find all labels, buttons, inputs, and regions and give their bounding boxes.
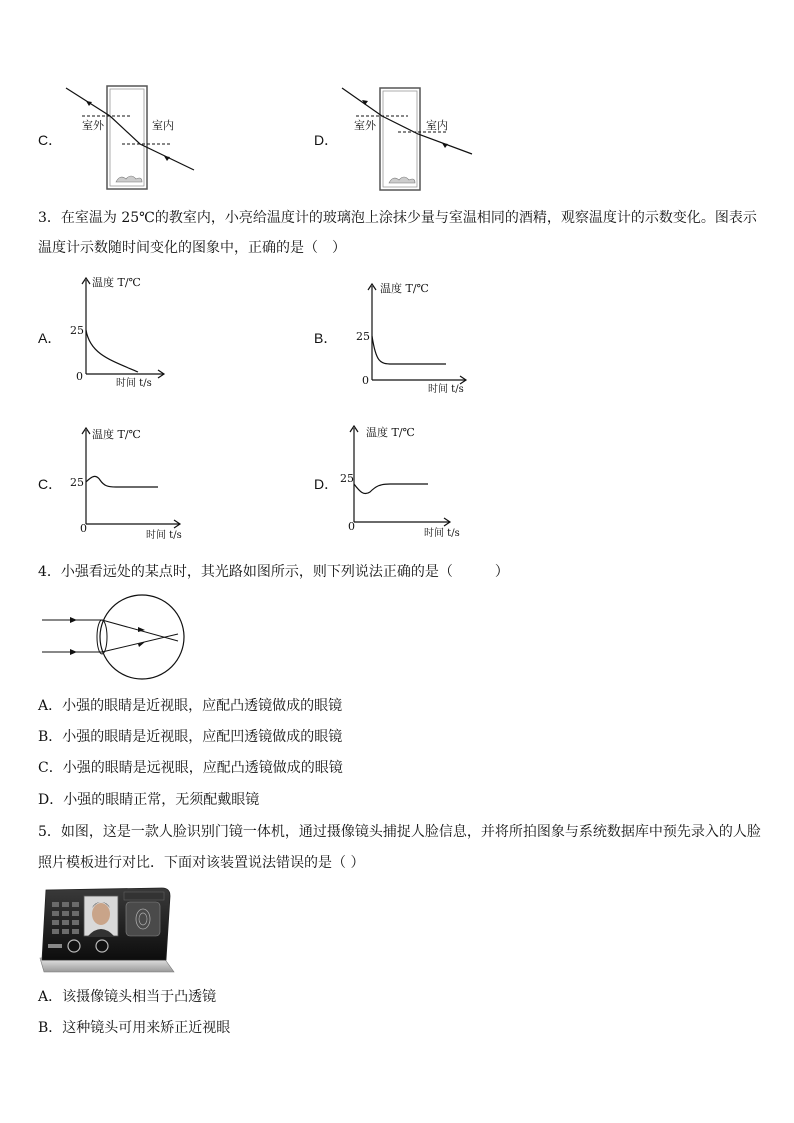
- camera-lens-left: [68, 940, 80, 952]
- q4-option-a: A．小强的眼睛是近视眼，应配凸透镜做成的眼镜: [38, 698, 343, 714]
- q3-stem-line2: 温度计示数随时间变化的图象中，正确的是（ ）: [38, 240, 346, 256]
- temperature-curve: [86, 476, 158, 487]
- q5-option-b: B．这种镜头可用来矫正近视眼: [38, 1020, 231, 1036]
- y-axis-label: 温度 T/℃: [92, 276, 141, 289]
- face-recognition-device-image: [38, 884, 176, 976]
- y-axis-label: 温度 T/℃: [380, 282, 429, 295]
- q2-option-c-letter: C．: [38, 132, 63, 148]
- q3-option-d-letter: D．: [314, 476, 339, 492]
- temperature-curve: [354, 484, 428, 494]
- x-axis-label: 时间 t/s: [116, 378, 152, 389]
- origin-label: 0: [76, 370, 83, 383]
- q4-option-c: C．小强的眼睛是远视眼，应配凸透镜做成的眼镜: [38, 760, 343, 776]
- y-mark-25: 25: [356, 330, 370, 343]
- q4-eye-diagram: [40, 594, 190, 680]
- brand-logo: [48, 944, 62, 948]
- x-axis-label: 时间 t/s: [146, 530, 182, 541]
- indoor-label: 室内: [426, 119, 448, 132]
- temperature-curve: [86, 330, 138, 372]
- origin-label: 0: [348, 520, 355, 533]
- q3-option-c-letter: C．: [38, 476, 63, 492]
- q5-option-a: A．该摄像镜头相当于凸透镜: [38, 989, 217, 1005]
- x-axis-label: 时间 t/s: [428, 384, 464, 395]
- q2-option-d-letter: D．: [314, 132, 339, 148]
- q4-option-d: D．小强的眼睛正常，无须配戴眼镜: [38, 792, 260, 808]
- q5-stem-line1: 5．如图，这是一款人脸识别门镜一体机，通过摄像镜头捕捉人脸信息，并将所拍图象与系统数据库中预先录入的人脸: [38, 824, 761, 840]
- y-mark-25: 25: [340, 472, 354, 485]
- q3-graph-b: [348, 276, 474, 398]
- q4-option-b: B．小强的眼睛是近视眼，应配凹透镜做成的眼镜: [38, 729, 343, 745]
- x-axis-label: 时间 t/s: [424, 528, 460, 539]
- q2-option-c-diagram: [60, 82, 200, 194]
- fingerprint-panel: [126, 902, 160, 936]
- eyeball: [100, 595, 184, 679]
- q3-option-a-letter: A．: [38, 330, 62, 346]
- q3-graph-d: [338, 418, 464, 540]
- face-photo: [92, 903, 110, 925]
- q4-stem: 4．小强看远处的某点时，其光路如图所示，则下列说法正确的是（ ）: [38, 564, 509, 580]
- q3-graph-a: [60, 270, 170, 390]
- q3-stem-line1: 3．在室温为 25℃的教室内，小亮给温度计的玻璃泡上涂抹少量与室温相同的酒精，观察温度计的示数变化。图表示: [38, 210, 757, 226]
- q5-stem-line2: 照片模板进行对比．下面对该装置说法错误的是（ ）: [38, 855, 365, 871]
- base-decoration: [389, 177, 415, 183]
- y-mark-25: 25: [70, 476, 84, 489]
- camera-lens-right: [96, 940, 108, 952]
- glass-pane: [380, 88, 420, 190]
- origin-label: 0: [80, 522, 87, 535]
- refracted-ray-bottom: [102, 634, 178, 652]
- q2-option-d-diagram: [336, 84, 476, 194]
- base-decoration: [116, 176, 142, 182]
- glass-pane: [107, 86, 147, 189]
- outdoor-label: 室外: [354, 119, 376, 132]
- q3-graph-c: [60, 420, 186, 542]
- temperature-curve: [372, 336, 446, 364]
- outdoor-label: 室外: [82, 119, 104, 132]
- indoor-label: 室内: [152, 119, 174, 132]
- y-axis-label: 温度 T/℃: [366, 426, 415, 439]
- y-mark-25: 25: [70, 324, 84, 337]
- y-axis-label: 温度 T/℃: [92, 428, 141, 441]
- origin-label: 0: [362, 374, 369, 387]
- q3-option-b-letter: B．: [314, 330, 338, 346]
